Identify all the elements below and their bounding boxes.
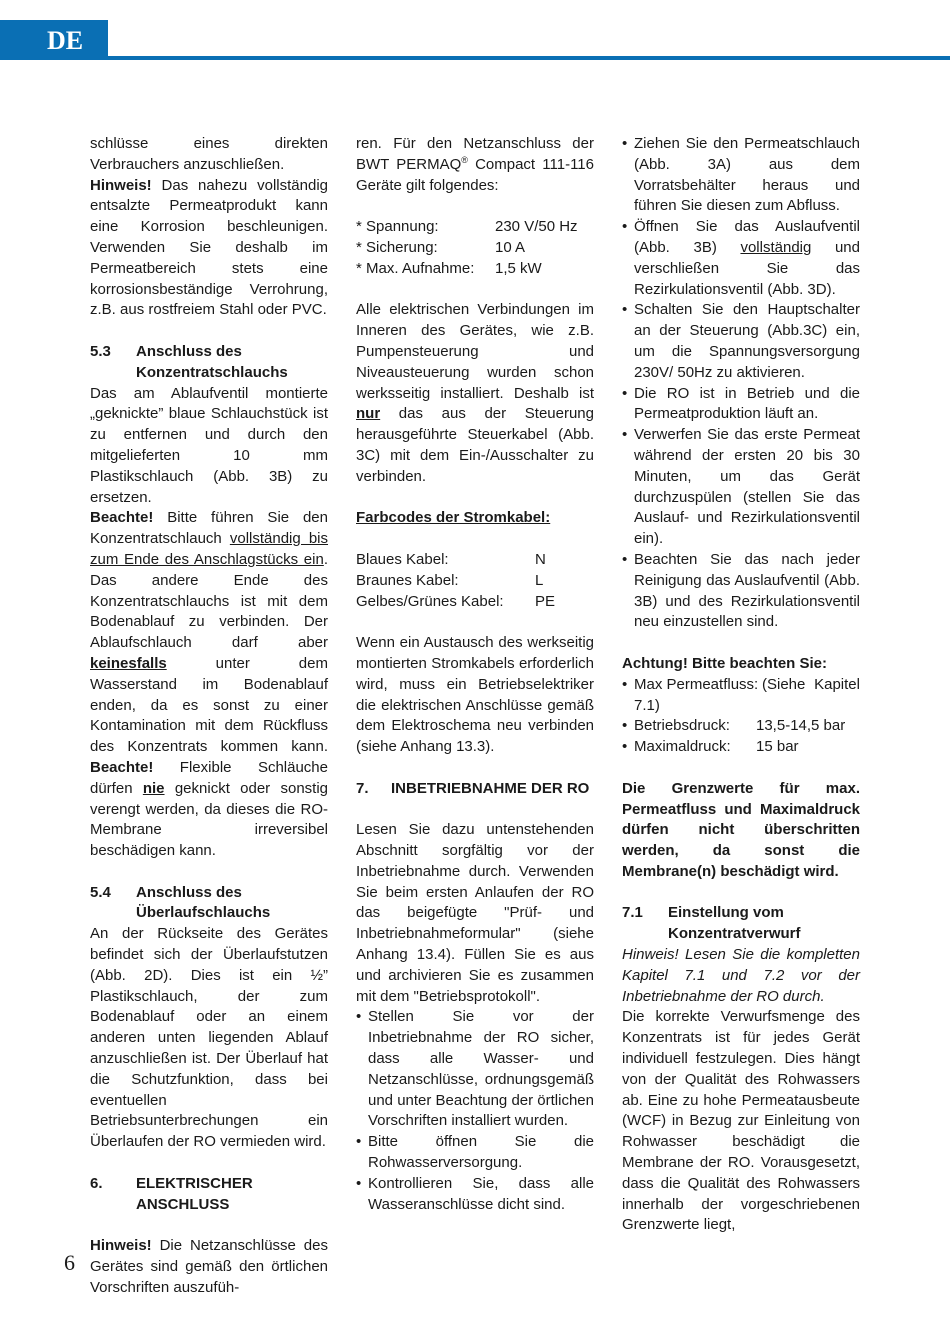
section-title: Anschluss des Überlaufschlauchs (136, 883, 271, 922)
language-label: DE (47, 26, 84, 55)
list-item: • Ziehen Sie den Permeatschlauch (Abb. 3A) aus dem Vorratsbehälter heraus und führen Sie diesen zum Abfluss. (622, 134, 860, 217)
attention-heading: Achtung! Bitte beachten Sie: (622, 654, 828, 672)
list-item (622, 217, 860, 300)
emphasis-nie: nie (142, 779, 165, 797)
list-item: • Bitte öffnen Sie die Rohwasserversorgung. (356, 1132, 594, 1174)
section-title: Anschluss des Konzentratschlauchs (136, 342, 288, 381)
color-row (356, 571, 594, 592)
limit-value: 15 bar (756, 738, 799, 756)
cable-label: Braunes Kabel: (356, 571, 459, 589)
list-item: • Schalten Sie den Hauptschalter an der Steuerung (Abb.3C) ein, um die Spannungsversorgung 230V/ 50Hz zu aktivieren. (622, 300, 860, 383)
list-item: • Verwerfen Sie das erste Permeat während der ersten 20 bis 30 Minuten, um das Gerät durchzuspülen (stellen Sie das Auslauf- und Rezirkulationsventil ein). (622, 425, 860, 550)
note-text: Bitte führen Sie den Konzentratschlauch (90, 509, 328, 548)
section-title: INBETRIEBNAHME DER RO (391, 779, 590, 797)
paragraph-intro: schlüsse eines direkten Verbrauchers anzuschließen. (90, 135, 328, 173)
note-text: unter dem Wasserstand im Bodenablauf enden, da es sonst zu einer Kontamination mit dem Rückfluss des Konzentrats kommen kann. (90, 654, 328, 756)
paragraph-commissioning: Lesen Sie dazu untenstehenden Abschnitt sorgfältig vor der Inbetriebnahme durch. Verwenden Sie beim ersten Anlaufen der RO das beigefügte "Prüf- und Inbetriebnahmeformular" (siehe Anhang 13.4). Füllen Sie es aus und archivieren Sie es zusammen mit dem "Betriebsprotokoll". (356, 821, 594, 1005)
steps-list (622, 134, 860, 633)
limit-label: Maximaldruck: (634, 738, 731, 756)
paragraph-text: das aus der Steuerung herausgeführte Steuerkabel (Abb. 3C) mit dem Ein-/Ausschalter zu verbinden. (356, 405, 594, 485)
column-2 (356, 134, 594, 1215)
item-text: Öffnen Sie das Auslaufventil (Abb. 3B) (634, 218, 860, 256)
power-spec-list (356, 217, 594, 279)
item-text: und verschließen Sie das Rezirkulationsventil (Abb. 3D). (634, 238, 860, 298)
section-number: 7.1 (622, 904, 643, 922)
underlined-text: vollständig bis zum Ende des Anschlagstücks ein (90, 530, 329, 568)
list-item: • Stellen Sie vor der Inbetriebnahme der RO sicher, dass alle Wasser- und Netzanschlüsse, ordnungsgemäß und unter Beachtung der örtlichen Vorschriften installiert wurden. (356, 1007, 594, 1132)
paragraph-text: Die Netzanschlüsse des Gerätes sind gemäß den örtlichen Vorschriften auszufüh- (90, 1237, 328, 1296)
list-item (622, 737, 860, 758)
registered-mark: ® (461, 154, 468, 165)
paragraph-text: Compact 111-116 Geräte gilt folgendes: (356, 155, 594, 194)
commissioning-list (356, 1007, 594, 1215)
hint-text: Das nahezu vollständig entsalzte Permeatprodukt kann eine Korrosion beschleunigen. Verwenden Sie deshalb im Permeatbereich stets eine korrosionsbeständige Verrohrung, z.B. aus rostfreiem Stahl oder PVC. (90, 176, 328, 319)
list-item (622, 716, 860, 737)
paragraph-text: ren. Für den Netzanschluss der BWT PERMAQ (356, 135, 594, 173)
spec-value: 230 V/50 Hz (495, 218, 578, 236)
note-text: . Das andere Ende des Konzentratschlauchs ist mit dem Bodenablauf zu verbinden. Der Ablaufschlauch darf aber (90, 550, 328, 652)
paragraph-5-4: An der Rückseite des Gerätes befindet sich der Überlaufstutzen (Abb. 2D). Dies ist ein ½” Plastikschlauch, der zum Bodenablauf oder an einem anderen unten liegenden Ablauf anzuschließen ist. Der Überlauf hat die Schutzfunktion, dass bei eventuellen Betriebsunterbrechungen ein Überlaufen der RO vermieden wird. (90, 925, 328, 1151)
spec-value: 1,5 kW (495, 259, 542, 277)
paragraph-cable-replace: Wenn ein Austausch des werkseitig montierten Stromkabels erforderlich wird, muss ein Betriebselektriker die elektrischen Anschlüsse gemäß dem Elektroschema neu verbinden (siehe Anhang 13.3). (356, 634, 594, 756)
paragraph-6 (90, 1236, 328, 1298)
section-number: 5.3 (90, 342, 111, 360)
paragraph-text: Alle elektrischen Verbindungen im Inneren des Gerätes, wie z.B. Pumpensteuerung und Niveausteuerung wurden schon werksseitig installiert. Deshalb ist (356, 301, 594, 402)
emphasis-nur: nur (356, 405, 381, 423)
list-item: • Die RO ist in Betrieb und die Permeatproduktion läuft an. (622, 384, 860, 426)
emphasis-keinesfalls: keinesfalls (90, 654, 167, 672)
cable-label: Blaues Kabel: (356, 550, 449, 568)
section-title: ELEKTRISCHER ANSCHLUSS (136, 1174, 253, 1213)
section-heading-5-3 (90, 342, 328, 384)
note-paragraph (90, 508, 328, 862)
cable-code: L (535, 571, 544, 589)
language-tab (0, 20, 108, 60)
color-row (356, 550, 594, 571)
section-heading-5-4 (90, 883, 328, 925)
column-1 (90, 134, 328, 1299)
hint-paragraph: Hinweis! Lesen Sie die kompletten Kapitel 7.1 und 7.2 vor der Inbetriebnahme der RO durch. (622, 946, 860, 1005)
hint-label: Hinweis! (90, 176, 152, 194)
hint-label: Hinweis! (90, 1237, 152, 1255)
note-text: Flexible Schläuche dürfen (90, 758, 328, 797)
color-row (356, 592, 594, 613)
spec-row (356, 238, 594, 259)
hint-paragraph (90, 176, 328, 322)
spec-label: * Spannung: (356, 218, 439, 236)
note-label: Beachte! (90, 509, 154, 527)
limit-value: (Siehe Kapitel 7.1) (634, 675, 860, 714)
spec-label: * Max. Aufnahme: (356, 259, 475, 277)
section-heading-7 (356, 779, 594, 800)
paragraph-5-3: Das am Ablaufventil montierte „geknickte” blaue Schlauchstück ist zu entfernen und durch den mitgelieferten 10 mm Plastikschlauch (Abb. 3B) zu ersetzen. (90, 384, 328, 506)
section-number: 5.4 (90, 883, 111, 901)
limit-label: Betriebsdruck: (634, 717, 730, 735)
spec-row (356, 259, 594, 280)
list-item: • Kontrollieren Sie, dass alle Wasseranschlüsse dicht sind. (356, 1174, 594, 1216)
list-item (622, 675, 860, 717)
section-title: Einstellung vom Konzentratverwurf (668, 904, 801, 943)
spec-label: * Sicherung: (356, 238, 438, 256)
section-number: 6. (90, 1174, 103, 1192)
underlined-text: vollständig (740, 238, 812, 256)
paragraph-power (356, 134, 594, 196)
header-rule (108, 56, 950, 60)
cable-code: N (535, 550, 546, 568)
list-item: • Beachten Sie das nach jeder Reinigung das Auslaufventil (Abb. 3B) und des Rezirkulationsventil neu einzustellen sind. (622, 550, 860, 633)
cable-color-list (356, 550, 594, 612)
color-codes-heading: Farbcodes der Stromkabel: (356, 509, 551, 527)
section-heading-6 (90, 1174, 328, 1216)
limit-label: Max Permeatfluss: (634, 675, 759, 693)
note-text: geknickt oder sonstig verengt werden, da dieses die RO-Membrane irreversibel beschädigen kann. (90, 779, 329, 860)
section-number: 7. (356, 779, 369, 797)
page-number: 6 (64, 1250, 75, 1275)
cable-code: PE (535, 592, 556, 610)
spec-row (356, 217, 594, 238)
limit-value: 13,5-14,5 bar (756, 717, 846, 735)
column-3 (622, 134, 860, 1236)
spec-value: 10 A (495, 238, 526, 256)
section-heading-7-1 (622, 903, 860, 945)
paragraph-7-1: Die korrekte Verwurfsmenge des Konzentrats ist für jedes Gerät individuell festzulegen. Dies hängt von der Qualität des Rohwassers ab. Eine zu hohe Permeatausbeute (WCF) in Bezug zur Einleitung von Rohwasser beschädigt die Membrane der RO. Vorausgesetzt, dass die Qualität des Rohwassers innerhalb der vorgeschriebenen Grenzwerte liegt, (622, 1008, 860, 1234)
cable-label: Gelbes/Grünes Kabel: (356, 592, 504, 610)
paragraph-connections (356, 300, 594, 487)
warning-paragraph: Die Grenzwerte für max. Permeatfluss und Maximaldruck dürfen nicht überschritten werden, da sonst die Membrane(n) beschädigt wird. (622, 779, 860, 880)
limits-list (622, 675, 860, 758)
note-label: Beachte! (90, 758, 154, 776)
